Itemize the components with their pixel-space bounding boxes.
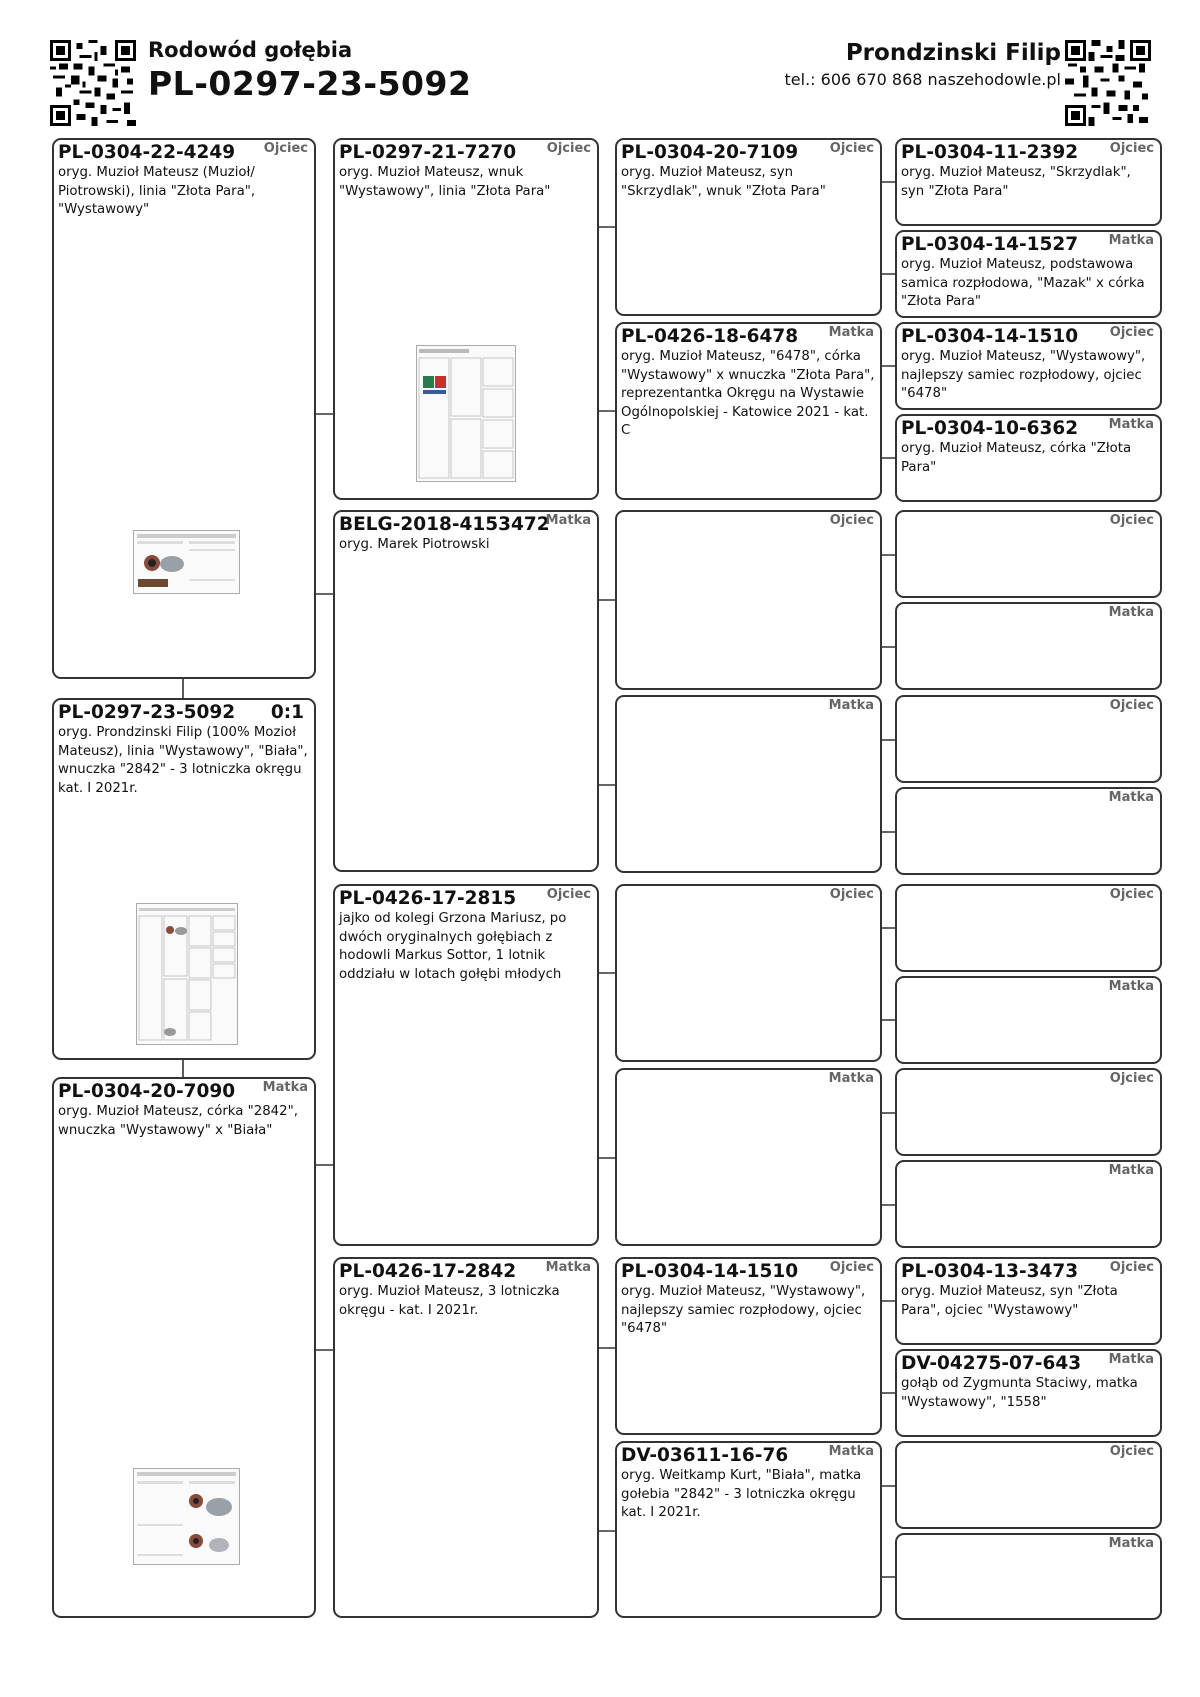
pedigree-thumbnail [133, 530, 240, 594]
pedigree-thumbnail [133, 1468, 240, 1565]
document-title: Rodowód gołębia [148, 38, 353, 62]
pedigree-card-mfm [615, 1068, 882, 1246]
sex-label: Matka [545, 1260, 591, 1275]
pedigree-card-mmff [895, 1257, 1162, 1345]
pedigree-card-mm [333, 1257, 599, 1618]
sex-label: Matka [262, 1080, 308, 1095]
sex-label: Ojciec [1109, 141, 1154, 156]
pedigree-card-mfmf [895, 1068, 1162, 1156]
pigeon-description: oryg. Muzioł Mateusz, syn "Złota Para", ojciec "Wystawowy" [901, 1284, 1118, 1318]
pigeon-description: oryg. Muzioł Mateusz, "Wystawowy", najlepszy samiec rozpłodowy, ojciec "6478" [621, 1284, 866, 1336]
sex-label: Matka [1108, 1536, 1154, 1551]
pedigree-card-fmf [615, 510, 882, 690]
pigeon-description: oryg. Prondzinski Filip (100% Mozioł Mateusz), linia "Wystawowy", "Biała", wnuczka "2842" - 3 lotniczka okręgu kat. I 2021r. [58, 725, 308, 796]
ring-number: PL-0304-13-3473 [901, 1261, 1079, 1282]
sex-label: Matka [828, 1071, 874, 1086]
pigeon-description: oryg. Muzioł Mateusz, wnuk "Wystawowy", linia "Złota Para" [339, 165, 551, 199]
pedigree-thumbnail [416, 345, 516, 482]
ring-number: BELG-2018-4153472 [339, 514, 550, 535]
ring-number: PL-0426-17-2815 [339, 888, 517, 909]
sex-label: Matka [545, 513, 591, 528]
sex-label: Ojciec [546, 141, 591, 156]
pedigree-card-fmmm [895, 787, 1162, 875]
pigeon-description: oryg. Muzioł Mateusz, "Skrzydlak", syn "Złota Para" [901, 165, 1131, 199]
sex-label: Matka [1108, 1163, 1154, 1178]
ring-number: PL-0304-10-6362 [901, 418, 1079, 439]
pedigree-card-fmff [895, 510, 1162, 598]
pedigree-card-mmmm [895, 1533, 1162, 1620]
sex-label: Ojciec [829, 513, 874, 528]
pigeon-description: oryg. Muzioł Mateusz, córka "Złota Para" [901, 441, 1132, 475]
sex-label: Ojciec [829, 141, 874, 156]
pedigree-card-mmm [615, 1441, 882, 1618]
pedigree-card-fmmf [895, 695, 1162, 783]
ring-number: PL-0426-17-2842 [339, 1261, 517, 1282]
pedigree-card-mmfm [895, 1349, 1162, 1437]
pigeon-description: jajko od kolegi Grzona Mariusz, po dwóch oryginalnych gołębiach z hodowli Markus Sottor, 1 lotnik oddziału w lotach gołębi młodych [339, 911, 567, 982]
pigeon-description: oryg. Muzioł Mateusz, syn "Skrzydlak", wnuk "Złota Para" [621, 165, 826, 199]
sex-label: Matka [1108, 979, 1154, 994]
ring-number: PL-0304-14-1510 [901, 326, 1079, 347]
sex-label: Ojciec [1109, 698, 1154, 713]
pedigree-card-mff [615, 884, 882, 1062]
main-ring-number: PL-0297-23-5092 [148, 64, 472, 103]
pigeon-description: oryg. Muzioł Mateusz, "6478", córka "Wystawowy" x wnuczka "Złota Para", reprezentantka Okręgu na Wystawie Ogólnopolskiej - Katowice 2021 - kat. C [621, 349, 875, 438]
breeder-contact: tel.: 606 670 868 naszehodowle.pl [784, 70, 1061, 89]
sex-label: Matka [1108, 790, 1154, 805]
pedigree-card-mmf [615, 1257, 882, 1435]
sex-label: Matka [828, 698, 874, 713]
sex-label: Ojciec [829, 1260, 874, 1275]
sex-label: Ojciec [546, 887, 591, 902]
sex-label: Matka [1108, 417, 1154, 432]
pedigree-card-father [52, 138, 316, 679]
pigeon-description: oryg. Muzioł Mateusz (Muzioł/ Piotrowski), linia "Złota Para", "Wystawowy" [58, 165, 256, 217]
pedigree-card-mfff [895, 884, 1162, 972]
ring-number: DV-03611-16-76 [621, 1445, 789, 1466]
ring-number: PL-0304-11-2392 [901, 142, 1079, 163]
pedigree-card-mfmm [895, 1160, 1162, 1248]
pedigree-card-fffm [895, 230, 1162, 318]
pigeon-description: oryg. Muzioł Mateusz, "Wystawowy", najlepszy samiec rozpłodowy, ojciec "6478" [901, 349, 1146, 401]
pedigree-card-mmmf [895, 1441, 1162, 1529]
pedigree-card-fm [333, 510, 599, 872]
main-score: 0:1 [270, 702, 304, 723]
ring-number: PL-0304-14-1510 [621, 1261, 799, 1282]
ring-number: PL-0304-20-7109 [621, 142, 799, 163]
sex-label: Ojciec [829, 887, 874, 902]
sex-label: Ojciec [263, 141, 308, 156]
qr-code-left-icon [50, 40, 136, 126]
sex-label: Matka [1108, 605, 1154, 620]
sex-label: Ojciec [1109, 1260, 1154, 1275]
pedigree-thumbnail [136, 903, 238, 1045]
ring-number: DV-04275-07-643 [901, 1353, 1082, 1374]
pigeon-description: oryg. Muzioł Mateusz, córka "2842", wnuczka "Wystawowy" x "Biała" [58, 1104, 298, 1138]
ring-number: PL-0304-14-1527 [901, 234, 1079, 255]
pigeon-description: oryg. Weitkamp Kurt, "Biała", matka gołebia "2842" - 3 lotniczka okręgu kat. I 2021r. [621, 1468, 862, 1520]
sex-label: Ojciec [1109, 887, 1154, 902]
pigeon-description: oryg. Muzioł Mateusz, podstawowa samica rozpłodowa, "Mazak" x córka "Złota Para" [901, 257, 1145, 309]
breeder-name: Prondzinski Filip [845, 40, 1061, 66]
pedigree-card-fmm [615, 695, 882, 873]
sex-label: Ojciec [1109, 513, 1154, 528]
pedigree-card-mffm [895, 976, 1162, 1064]
pedigree-card-ffmf [895, 322, 1162, 410]
pedigree-card-ffff [895, 138, 1162, 226]
sex-label: Ojciec [1109, 1071, 1154, 1086]
ring-number: PL-0304-22-4249 [58, 142, 236, 163]
pedigree-card-ffm [615, 322, 882, 500]
ring-number: PL-0426-18-6478 [621, 326, 799, 347]
sex-label: Matka [828, 1444, 874, 1459]
pigeon-description: oryg. Marek Piotrowski [339, 537, 490, 552]
sex-label: Ojciec [1109, 325, 1154, 340]
pedigree-card-ffmm [895, 414, 1162, 502]
pedigree-card-fmfm [895, 602, 1162, 690]
pedigree-card-mf [333, 884, 599, 1246]
pedigree-card-fff [615, 138, 882, 316]
sex-label: Matka [828, 325, 874, 340]
qr-code-right-icon [1065, 40, 1151, 126]
sex-label: Matka [1108, 1352, 1154, 1367]
pigeon-description: gołąb od Zygmunta Staciwy, matka "Wystawowy", "1558" [901, 1376, 1138, 1410]
ring-number: PL-0297-21-7270 [339, 142, 517, 163]
ring-number: PL-0297-23-5092 [58, 702, 236, 723]
sex-label: Matka [1108, 233, 1154, 248]
sex-label: Ojciec [1109, 1444, 1154, 1459]
pigeon-description: oryg. Muzioł Mateusz, 3 lotniczka okręgu - kat. I 2021r. [339, 1284, 560, 1318]
ring-number: PL-0304-20-7090 [58, 1081, 236, 1102]
